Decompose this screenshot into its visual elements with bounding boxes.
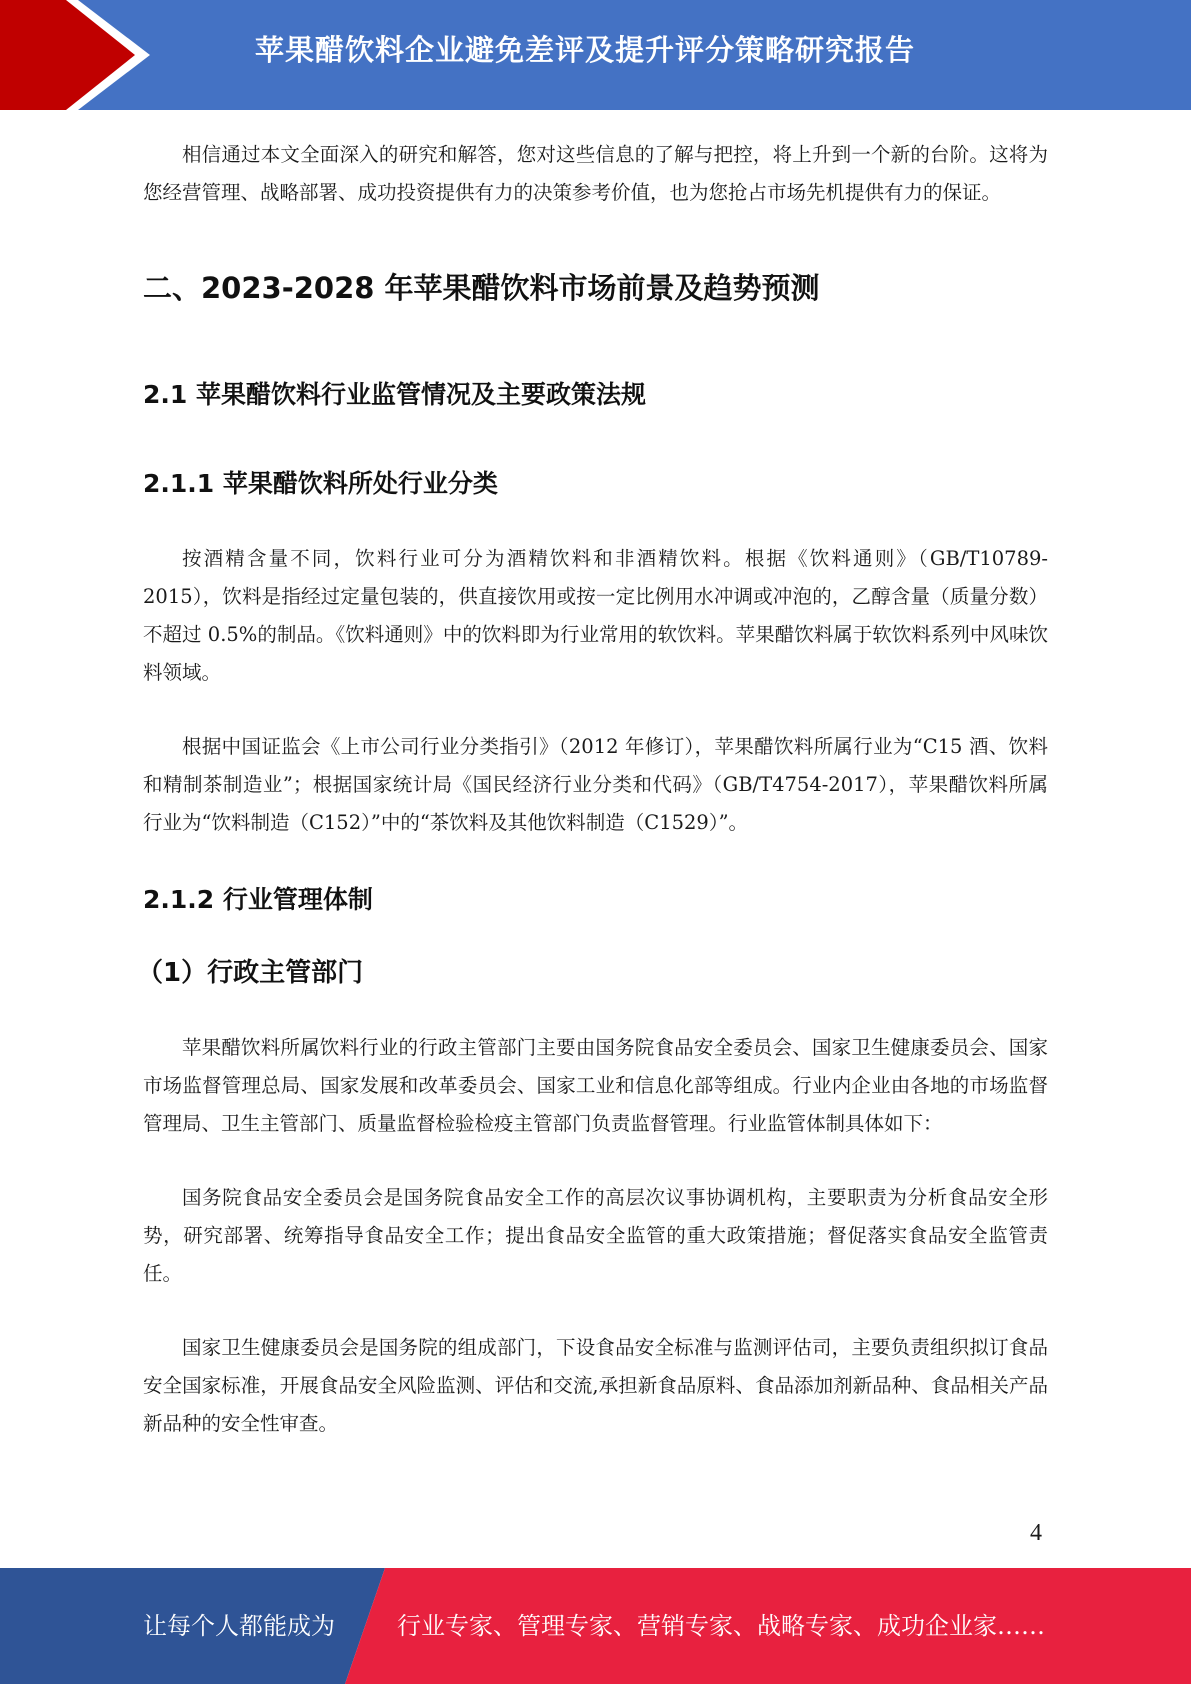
section-2-1-heading: 2.1 苹果醋饮料行业监管情况及主要政策法规 xyxy=(143,380,646,409)
admin-paragraph-2: 国务院食品安全委员会是国务院食品安全工作的高层次议事协调机构，主要职责为分析食品安全形势，研究部署、统筹指导食品安全工作；提出食品安全监管的重大政策措施；督促落实食品安全监管责任。 xyxy=(143,1186,1048,1285)
section-2-1-2-heading: 2.1.2 行业管理体制 xyxy=(143,885,373,914)
classification-paragraph-2: 根据中国证监会《上市公司行业分类指引》（2012 年修订），苹果醋饮料所属行业为“C15 酒、饮料和精制茶制造业”；根据国家统计局《国民经济行业分类和代码》（GB/T4754-2017），苹果醋饮料所属行业为“饮料制造（C152）”中的“茶饮料及其他饮料制造（C1529）”。 xyxy=(143,735,1048,834)
footer-slogan-right: 行业专家、管理专家、营销专家、战略专家、成功企业家…… xyxy=(397,1612,1045,1640)
footer-slogan-left: 让每个人都能成为 xyxy=(143,1612,335,1640)
admin-paragraph-1: 苹果醋饮料所属饮料行业的行政主管部门主要由国务院食品安全委员会、国家卫生健康委员会、国家市场监督管理总局、国家发展和改革委员会、国家工业和信息化部等组成。行业内企业由各地的市场监督管理局、卫生主管部门、质量监督检验检疫主管部门负责监督管理。行业监管体制具体如下： xyxy=(143,1036,1048,1135)
intro-paragraph: 相信通过本文全面深入的研究和解答，您对这些信息的了解与把控，将上升到一个新的台阶。这将为您经营管理、战略部署、成功投资提供有力的决策参考价值，也为您抢占市场先机提供有力的保证。 xyxy=(143,143,1048,204)
page-number: 4 xyxy=(1030,1520,1042,1546)
header-title: 苹果醋饮料企业避免差评及提升评分策略研究报告 xyxy=(255,33,916,67)
admin-paragraph-3: 国家卫生健康委员会是国务院的组成部门，下设食品安全标准与监测评估司，主要负责组织拟订食品安全国家标准，开展食品安全风险监测、评估和交流,承担新食品原料、食品添加剂新品种、食品相关产品新品种的安全性审查。 xyxy=(143,1336,1048,1435)
page-content xyxy=(137,136,1048,1443)
section-2-heading: 二、2023-2028 年苹果醋饮料市场前景及趋势预测 xyxy=(143,271,820,305)
page-header xyxy=(0,0,1191,110)
page-footer xyxy=(0,1568,1191,1684)
classification-paragraph-1: 按酒精含量不同，饮料行业可分为酒精饮料和非酒精饮料。根据《饮料通则》（GB/T10789-2015），饮料是指经过定量包装的，供直接饮用或按一定比例用水冲调或冲泡的，乙醇含量（质量分数）不超过 0.5%的制品。《饮料通则》中的饮料即为行业常用的软饮料。苹果醋饮料属于软饮料系列中风味饮料领域。 xyxy=(143,547,1048,684)
header-arrow-shape xyxy=(0,0,135,110)
header-arrow-decoration xyxy=(0,0,200,110)
subsection-admin-heading: （1）行政主管部门 xyxy=(137,958,364,988)
section-2-1-1-heading: 2.1.1 苹果醋饮料所处行业分类 xyxy=(143,469,498,498)
